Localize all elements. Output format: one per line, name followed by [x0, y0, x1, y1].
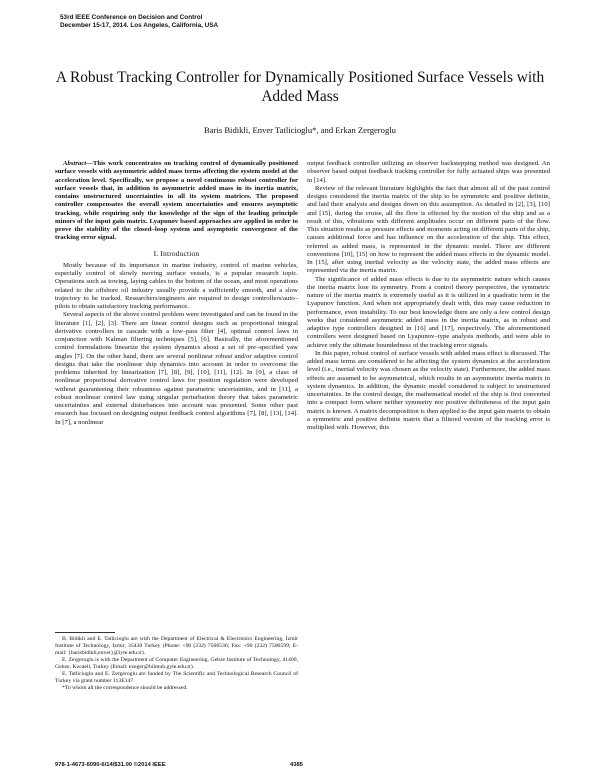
footnote-divider: [55, 632, 115, 633]
page-number: 4385: [290, 762, 303, 768]
left-column: [55, 160, 298, 427]
footnotes: [55, 636, 298, 692]
body-paragraph: Review of the relevant literature highlights the fact that almost all of the past control designs considered the inertia matrix of the ship to be symmetric and positive definite, and laid their analysis and designs down on this assumption. As detailed in [2], [3], [10] and [15], during the cruise, all the flow is effected by the motion of the ship and as a result of this, vibrations with different amplitudes occur on different parts of the flow. This situation results as pressure effects and moments acting on different parts of the ship, causes additional force and has influence on the acceleration of the ship. This effect, referred as added mass, is represented in the dynamic model. There are different conventions [10], [15] on how to represent the added mass effects in the dynamic model. In [15], after using inertial velocity as the velocity state, the added mass effects are represented via the inertia matrix.: [307, 184, 550, 275]
body-paragraph: Mostly because of its importance in marine industry, control of marine vehicles, especially control of slowly moving surface vessels, is a popular research topic. Operations such as towing, laying cables to the bottom of the ocean, and most operations related to the offshore oil industry usually provide a sufficiently smooth, and a slow trajectory to be tracked. Researchers/engineers are required to design controllers/auto–pilots to obtain satisfactory tracking performance.: [55, 261, 298, 310]
conference-header: [60, 14, 360, 30]
section-heading-introduction: I. Introduction: [153, 248, 200, 258]
footnote: E. Zergeroglu is with the Department of Computer Engineering, Gebze Institute of Technology, 41400, Gebze, Kocaeli, Turkey (Email: ezeger@bilmuh.gyte.edu.tr).: [55, 657, 298, 670]
footnote: B. Bidikli and E. Tatlicioglu are with the Department of Electrical & Electronics Engineering, Izmir Institute of Technology, Izmir, 35430 Turkey (Phone: +90 (232) 7506536; Fax: +90 (232) 7506599; E-mail: {barisbidikli,enver}@iyte.edu.tr).: [55, 636, 298, 656]
body-paragraph: output feedback controller utilizing an observer backstepping method was designed. An observer based output feedback tracking controller for fully actuated ships was presented in [14].: [307, 160, 550, 184]
conference-name: 53rd IEEE Conference on Decision and Control: [60, 14, 203, 21]
abstract: [55, 160, 298, 243]
paper-title: A Robust Tracking Controller for Dynamically Positioned Surface Vessels with Added Mass: [55, 69, 545, 105]
paper-authors: Baris Bidikli, Enver Tatlicioglu*, and Erkan Zergeroglu: [204, 125, 396, 135]
footnote: *To whom all the correspondence should be addressed.: [62, 685, 188, 691]
body-paragraph: Several aspects of the above control problem were investigated and can be found in the literature [1], [2], [3]. There are linear control designs such as proportional integral derivative controllers in cascade with a low–pass filter [4], optimal control laws in conjunction with Kalman filtering techniques [5], [6]. Basically, the aforementioned control formulations linearize the system dynamics about a set of pre–specified yaw angles [7]. On the other hand, there are several nonlinear robust and/or adaptive control designs that take the nonlinear ship dynamics into account in order to overcome the problems inherited by linearization [7], [8], [9], [10], [11], [12]. In [9], a class of nonlinear proportional derivative control laws for position regulation were developed without guaranteeing their robustness against parametric uncertainties, and in [11], a robust nonlinear control law using singular perturbation theory that takes parametric uncertainties and external disturbances into account was presented. Some other past research has focused on designing output feedback control algorithms [7], [8], [13], [14]. In [7], a nonlinear: [55, 311, 298, 426]
right-column: [307, 160, 550, 432]
isbn-copyright: 978-1-4673-6090-6/14/$31.00 ©2014 IEEE: [55, 762, 166, 768]
body-paragraph: In this paper, robust control of surface vessels with added mass effect is discussed. The added mass terms are considered to be affecting the system dynamics at the acceleration level (i.e., inertial velocity was chosen as the velocity state). Furthermore, the added mass effects are assumed to be asymmetrical, which results in an asymmetric inertia matrix in system dynamics. In addition, the dynamic model considered is subject to unstructured uncertainties. In the control design, the mathematical model of the ship is first converted into a compact form where neither symmetry nor positive definiteness of the input gain matrix is known. A matrix decomposition is then applied to the input gain matrix to obtain a symmetric and positive definite matrix that a filtered version of the tracking error is multiplied with. However, this: [307, 349, 550, 431]
footnote: E. Tatlicioglu and E. Zergeroglu are funded by The Scientific and Technological Research Council of Turkey via grant number 113E147.: [55, 671, 298, 684]
abstract-text: —This work concentrates on tracking control of dynamically positioned surface vessels with asymmetric added mass terms affecting the system model at the acceleration level. Specifically, we propose a novel continuous robust controller for surface vessels that, in addition to asymmetric added mass in its inertia matrix, contains unstructured uncertainties in all its system matrices. The proposed controller compensates the overall system uncertainties and ensures asymptotic tracking, while requiring only the knowledge of the sign of the leading principle minors of the input gain matrix. Lyapunov based approaches are applied in order to prove the stability of the closed–loop system and asymptotic convergence of the tracking error signal.: [55, 160, 298, 242]
conference-date-location: December 15-17, 2014. Los Angeles, California, USA: [60, 22, 219, 29]
body-paragraph: The significance of added mass effects is due to its asymmetric nature which causes the inertia matrix lose its symmetry. From a control theory perspective, the symmetric nature of the inertia matrix is extremely useful as it is utilized in a quadratic term in the Lyapunov function. And when not appropriately dealt with, this may cause reduction in performance, even instability. To our best knowledge there are only a few control design works that considered asymmetric added mass in the inertia matrix, as in robust and adaptive type controllers designed in [16] and [17], respectively. The aforementioned controllers were designed based on Lyapunov–type analysis methods, and were able to achieve only the ultimate boundedness of the tracking error signals.: [307, 275, 550, 349]
abstract-label: Abstract: [63, 160, 87, 167]
